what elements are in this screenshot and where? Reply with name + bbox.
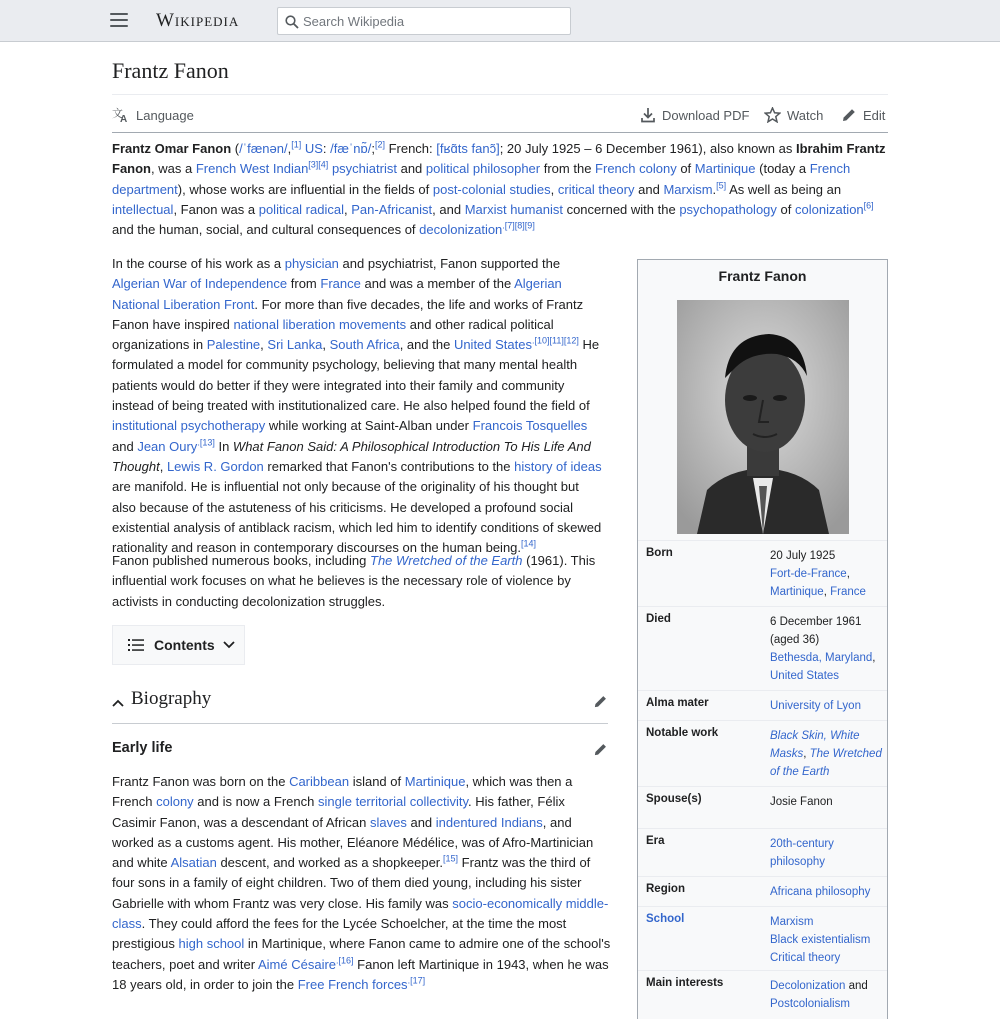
link-tosquelles[interactable]: Francois Tosquelles xyxy=(472,418,588,434)
link-fort-de-france[interactable]: Fort-de-France xyxy=(770,568,847,580)
language-icon xyxy=(112,107,130,123)
ref-3-4[interactable]: [3][4] xyxy=(308,159,329,170)
link-french-colony[interactable]: French colony xyxy=(595,161,677,177)
link-caribbean[interactable]: Caribbean xyxy=(289,774,350,789)
link-martinique[interactable]: Martinique xyxy=(694,161,756,177)
link-algerian-war[interactable]: Algerian War of Independence xyxy=(112,276,288,292)
link-french-west-indian[interactable]: French West Indian xyxy=(195,161,309,177)
infobox-value-main-interests: Decolonization and Postcolonialism xyxy=(770,980,868,1010)
link-south-africa[interactable]: South Africa xyxy=(329,337,400,353)
section-early-life-title: Early life xyxy=(112,740,173,756)
link-martinique-infobox[interactable]: Martinique xyxy=(770,586,824,598)
link-marxism-infobox[interactable]: Marxism xyxy=(770,916,814,928)
svg-text:A: A xyxy=(120,114,128,123)
watch-label: Watch xyxy=(787,107,824,123)
link-martinique-2[interactable]: Martinique xyxy=(404,774,466,789)
paragraph-early-life: Frantz Fanon was born on the Caribbean island of Martinique, which was then a French colony and is now a French single territorial collectivity. His father, Félix Casimir Fanon, was a descendant of African slaves and indentured Indians, and worked as a customs agent. His mother, Eléanore Médélice, was of Afro-Martinician and white Alsatian descent, and worked as a shopkeeper.[15] Frantz was the third of four sons in a family of eight children. Two of them died young, including his sister Gabrielle with whom Frantz was very close. His family was socio-economically middle-class. They could afford the fees for the Lycée Schoelcher, at the time the most prestigious high school in Martinique, where Fanon came to admire one of the school's teachers, poet and writer Aimé Césaire$^{.[16]}$ Fanon left Martinique in 1943, when he was 18 years old, in order to join the Free French forces$^{.[17]}$ xyxy=(112,774,611,992)
link-marxist-humanist[interactable]: Marxist humanist xyxy=(464,201,563,217)
book-title: What Fanon Said: A Philosophical Introduction To His Life And Thought xyxy=(112,438,591,474)
link-bethesda[interactable]: Bethesda, Maryland xyxy=(770,652,873,664)
link-colonization[interactable]: colonization xyxy=(795,201,864,217)
edit-subsection-icon[interactable] xyxy=(593,742,608,757)
contents-label: Contents xyxy=(154,637,215,653)
paragraph-books: Fanon published numerous books, including The Wretched of the Earth (1961). This influential work focuses on what he believes is the necessary role of violence by activists in conducting decolonization struggles. xyxy=(112,553,596,609)
link-aime-cesaire[interactable]: Aimé Césaire xyxy=(257,956,337,972)
link-black-skin-white-masks[interactable]: Black Skin, White Masks xyxy=(770,730,860,760)
infobox-row-born xyxy=(638,540,887,606)
link-united-states-infobox[interactable]: United States xyxy=(770,670,840,682)
infobox-value-notable-work: Black Skin, White Masks, The Wretched of the Earth xyxy=(770,730,882,778)
infobox-value-spouse: Josie Fanon xyxy=(770,796,833,808)
section-biography-heading xyxy=(112,688,608,724)
link-postcolonialism[interactable]: Postcolonialism xyxy=(770,998,850,1010)
link-middle-class[interactable]: socio-economically middle-class xyxy=(112,895,609,932)
edit-button[interactable] xyxy=(841,104,885,126)
link-jean-oury[interactable]: Jean Oury xyxy=(137,438,198,454)
infobox-title: Frantz Fanon xyxy=(718,268,807,284)
link-decolonization-infobox[interactable]: Decolonization xyxy=(770,980,846,992)
ref-13[interactable]: .[13] xyxy=(197,437,215,448)
list-icon xyxy=(128,638,144,652)
page-title: Frantz Fanon xyxy=(112,58,229,83)
link-france-infobox[interactable]: France xyxy=(830,586,866,598)
infobox-row-alma-mater xyxy=(638,690,887,720)
infobox-label-region: Region xyxy=(646,883,685,895)
link-france[interactable]: France xyxy=(320,276,361,292)
infobox-label-spouse: Spouse(s) xyxy=(646,793,702,805)
edit-section-icon[interactable] xyxy=(593,694,608,709)
download-icon xyxy=(640,107,656,123)
ipa-uk-link[interactable]: /ˈfænən/ xyxy=(239,141,288,156)
link-pan-africanist[interactable]: Pan-Africanist xyxy=(351,201,433,217)
infobox-label-alma-mater: Alma mater xyxy=(646,697,709,709)
svg-text:文: 文 xyxy=(112,108,123,120)
infobox xyxy=(637,259,888,1019)
infobox-row-spouse xyxy=(638,786,887,828)
link-high-school[interactable]: high school xyxy=(178,936,245,952)
ref-1[interactable]: [1] xyxy=(291,139,302,150)
language-label: Language xyxy=(136,107,194,123)
link-critical-theory[interactable]: critical theory xyxy=(557,181,635,197)
link-marxism[interactable]: Marxism xyxy=(663,181,713,197)
ref-6[interactable]: [6] xyxy=(863,200,874,211)
link-psychopathology[interactable]: psychopathology xyxy=(679,201,777,217)
infobox-row-died xyxy=(638,606,887,690)
top-header xyxy=(0,0,1000,42)
link-institutional-psychotherapy[interactable]: institutional psychotherapy xyxy=(112,418,266,434)
wikipedia-wordmark[interactable]: Wikipedia xyxy=(156,10,240,31)
ref-7-8-9[interactable]: .[7][8][9] xyxy=(502,220,535,231)
subject-name: Frantz Omar Fanon xyxy=(112,141,232,156)
alias-name: Ibrahim Frantz Fanon xyxy=(112,141,886,177)
menu-icon xyxy=(110,13,128,15)
link-indentured-indians[interactable]: indentured Indians xyxy=(435,814,543,830)
watch-button[interactable] xyxy=(764,104,823,126)
link-sri-lanka[interactable]: Sri Lanka xyxy=(267,337,323,353)
link-palestine[interactable]: Palestine xyxy=(206,337,261,353)
link-physician[interactable]: physician xyxy=(284,256,339,271)
infobox-row-school xyxy=(638,906,887,970)
infobox-label-born: Born xyxy=(646,547,673,559)
link-fln[interactable]: Algerian National Liberation Front xyxy=(112,276,562,312)
chevron-up-icon[interactable] xyxy=(112,699,124,707)
infobox-row-era xyxy=(638,828,887,876)
link-united-states[interactable]: United States xyxy=(453,337,532,353)
link-single-territorial-collectivity[interactable]: single territorial collectivity xyxy=(318,794,469,810)
ref-5[interactable]: [5] xyxy=(716,180,727,191)
link-post-colonial-studies[interactable]: post-colonial studies xyxy=(432,181,551,197)
page-toolbar xyxy=(112,104,888,126)
link-alsatian[interactable]: Alsatian xyxy=(170,855,217,871)
link-psychiatrist[interactable]: psychiatrist xyxy=(331,161,397,177)
link-decolonization[interactable]: decolonization xyxy=(419,222,503,238)
link-intellectual[interactable]: intellectual xyxy=(112,201,174,217)
infobox-row-main-interests xyxy=(638,970,887,1020)
link-wretched-of-the-earth[interactable]: The Wretched of the Earth xyxy=(370,553,523,568)
edit-label: Edit xyxy=(863,107,886,123)
infobox-label-era: Era xyxy=(646,835,665,847)
ref-15[interactable]: [15] xyxy=(443,853,459,864)
link-political-philosopher[interactable]: political philosopher xyxy=(425,161,541,177)
ref-17[interactable]: .[17] xyxy=(407,975,426,986)
ref-2[interactable]: [2] xyxy=(374,139,385,150)
title-divider xyxy=(112,94,888,95)
portrait-image xyxy=(677,300,849,534)
portrait-photo[interactable] xyxy=(677,300,849,534)
ipa-us-link[interactable]: /fæˈnɒ̃/ xyxy=(330,141,372,156)
pencil-icon xyxy=(841,107,857,123)
main-menu-button[interactable] xyxy=(110,13,128,29)
ref-10-11-12[interactable]: .[10][11][12] xyxy=(531,335,579,346)
search-icon xyxy=(285,15,299,29)
search-input[interactable] xyxy=(301,11,565,31)
link-20th-century-philosophy[interactable]: 20th-century philosophy xyxy=(770,838,834,868)
us-link[interactable]: US xyxy=(304,141,323,156)
infobox-label-notable-work: Notable work xyxy=(646,727,719,739)
link-history-of-ideas[interactable]: history of ideas xyxy=(514,458,602,474)
toolbar-divider xyxy=(112,132,888,133)
link-critical-theory-infobox[interactable]: Critical theory xyxy=(770,952,841,964)
section-early-life-heading xyxy=(112,738,608,762)
link-national-liberation[interactable]: national liberation movements xyxy=(233,316,407,332)
infobox-value-era xyxy=(770,835,882,871)
link-political-radical[interactable]: political radical xyxy=(258,201,344,217)
star-icon xyxy=(764,107,781,123)
link-university-of-lyon[interactable]: University of Lyon xyxy=(770,700,861,712)
ipa-fr-link[interactable]: [fʁɑ̃ts fanɔ̃] xyxy=(436,141,500,156)
chevron-down-icon xyxy=(223,641,235,649)
infobox-label-school[interactable]: School xyxy=(646,913,685,925)
ref-14[interactable]: [14] xyxy=(521,538,537,549)
link-free-french-forces[interactable]: Free French forces xyxy=(297,976,408,992)
infobox-value-region xyxy=(770,883,882,901)
search-box[interactable] xyxy=(277,7,571,35)
infobox-row-notable-work xyxy=(638,720,887,786)
download-pdf-label: Download PDF xyxy=(662,107,750,123)
infobox-value-born: 20 July 1925 Fort-de-France, Martinique, France xyxy=(770,550,866,598)
link-lewis-gordon[interactable]: Lewis R. Gordon xyxy=(166,458,264,474)
contents-toggle[interactable] xyxy=(112,625,245,665)
link-french-department[interactable]: French department xyxy=(112,161,851,197)
lead-paragraph: Frantz Omar Fanon (/ˈfænən/,[1] US: /fæˈnɒ̃/;[2] French: [fʁɑ̃ts fanɔ̃]; 20 July 1925 – 6 December 1961), also known as Ibrahim Frantz Fanon, was a French West Indian[3][4] psychiatrist and political philosopher from the French colony of Martinique (today a French department), whose works are influential in the fields of post-colonial studies, critical theory and Marxism.[5] As well as being an intellectual, Fanon was a political radical, Pan-Africanist, and Marxist humanist concerned with the psychopathology of colonization[6] and the human, social, and cultural consequences of decolonization$^{.[7][8][9]}$ xyxy=(112,139,886,238)
infobox-value-alma-mater xyxy=(770,697,882,715)
paragraph-career: In the course of his work as a physician and psychiatrist, Fanon supported the Algerian War of Independence from France and was a member of the Algerian National Liberation Front. For more than five decades, the life and works of Frantz Fanon have inspired national liberation movements and other radical political organizations in Palestine, Sri Lanka, South Africa, and the United States$^{.[10][11][12]}$ He formulated a model for community psychology, believing that many mental health patients would do better if they were integrated into their family and community instead of being treated with institutionalized care. He also helped found the field of institutional psychotherapy while working at Saint-Alban under Francois Tosquelles and Jean Oury$^{.[13]}$ In What Fanon Said: A Philosophical Introduction To His Life And Thought, Lewis R. Gordon remarked that Fanon's contributions to the history of ideas are manifold. He is influential not only because of the originality of his thought but also because of the astuteness of his criticisms. He developed a profound social existential analysis of antiblack racism, which led him to identify conditions of skewed rationality and reason in contemporary discourses on the human being.[14] xyxy=(112,256,602,556)
link-black-existentialism[interactable]: Black existentialism xyxy=(770,934,871,946)
link-africana-philosophy[interactable]: Africana philosophy xyxy=(770,886,871,898)
language-button[interactable] xyxy=(112,104,194,126)
link-slaves[interactable]: slaves xyxy=(369,814,407,830)
infobox-value-school xyxy=(770,913,882,967)
infobox-row-region xyxy=(638,876,887,906)
ref-16[interactable]: .[16] xyxy=(336,955,354,966)
link-colony[interactable]: colony xyxy=(156,794,194,810)
link-wretched-infobox[interactable]: The Wretched of the Earth xyxy=(770,748,882,778)
infobox-label-died: Died xyxy=(646,613,671,625)
infobox-value-died: 6 December 1961 (aged 36) Bethesda, Maryland, United States xyxy=(770,616,876,682)
infobox-label-main-interests: Main interests xyxy=(646,977,724,989)
section-biography-title: Biography xyxy=(131,688,212,709)
download-pdf-button[interactable] xyxy=(640,104,749,126)
